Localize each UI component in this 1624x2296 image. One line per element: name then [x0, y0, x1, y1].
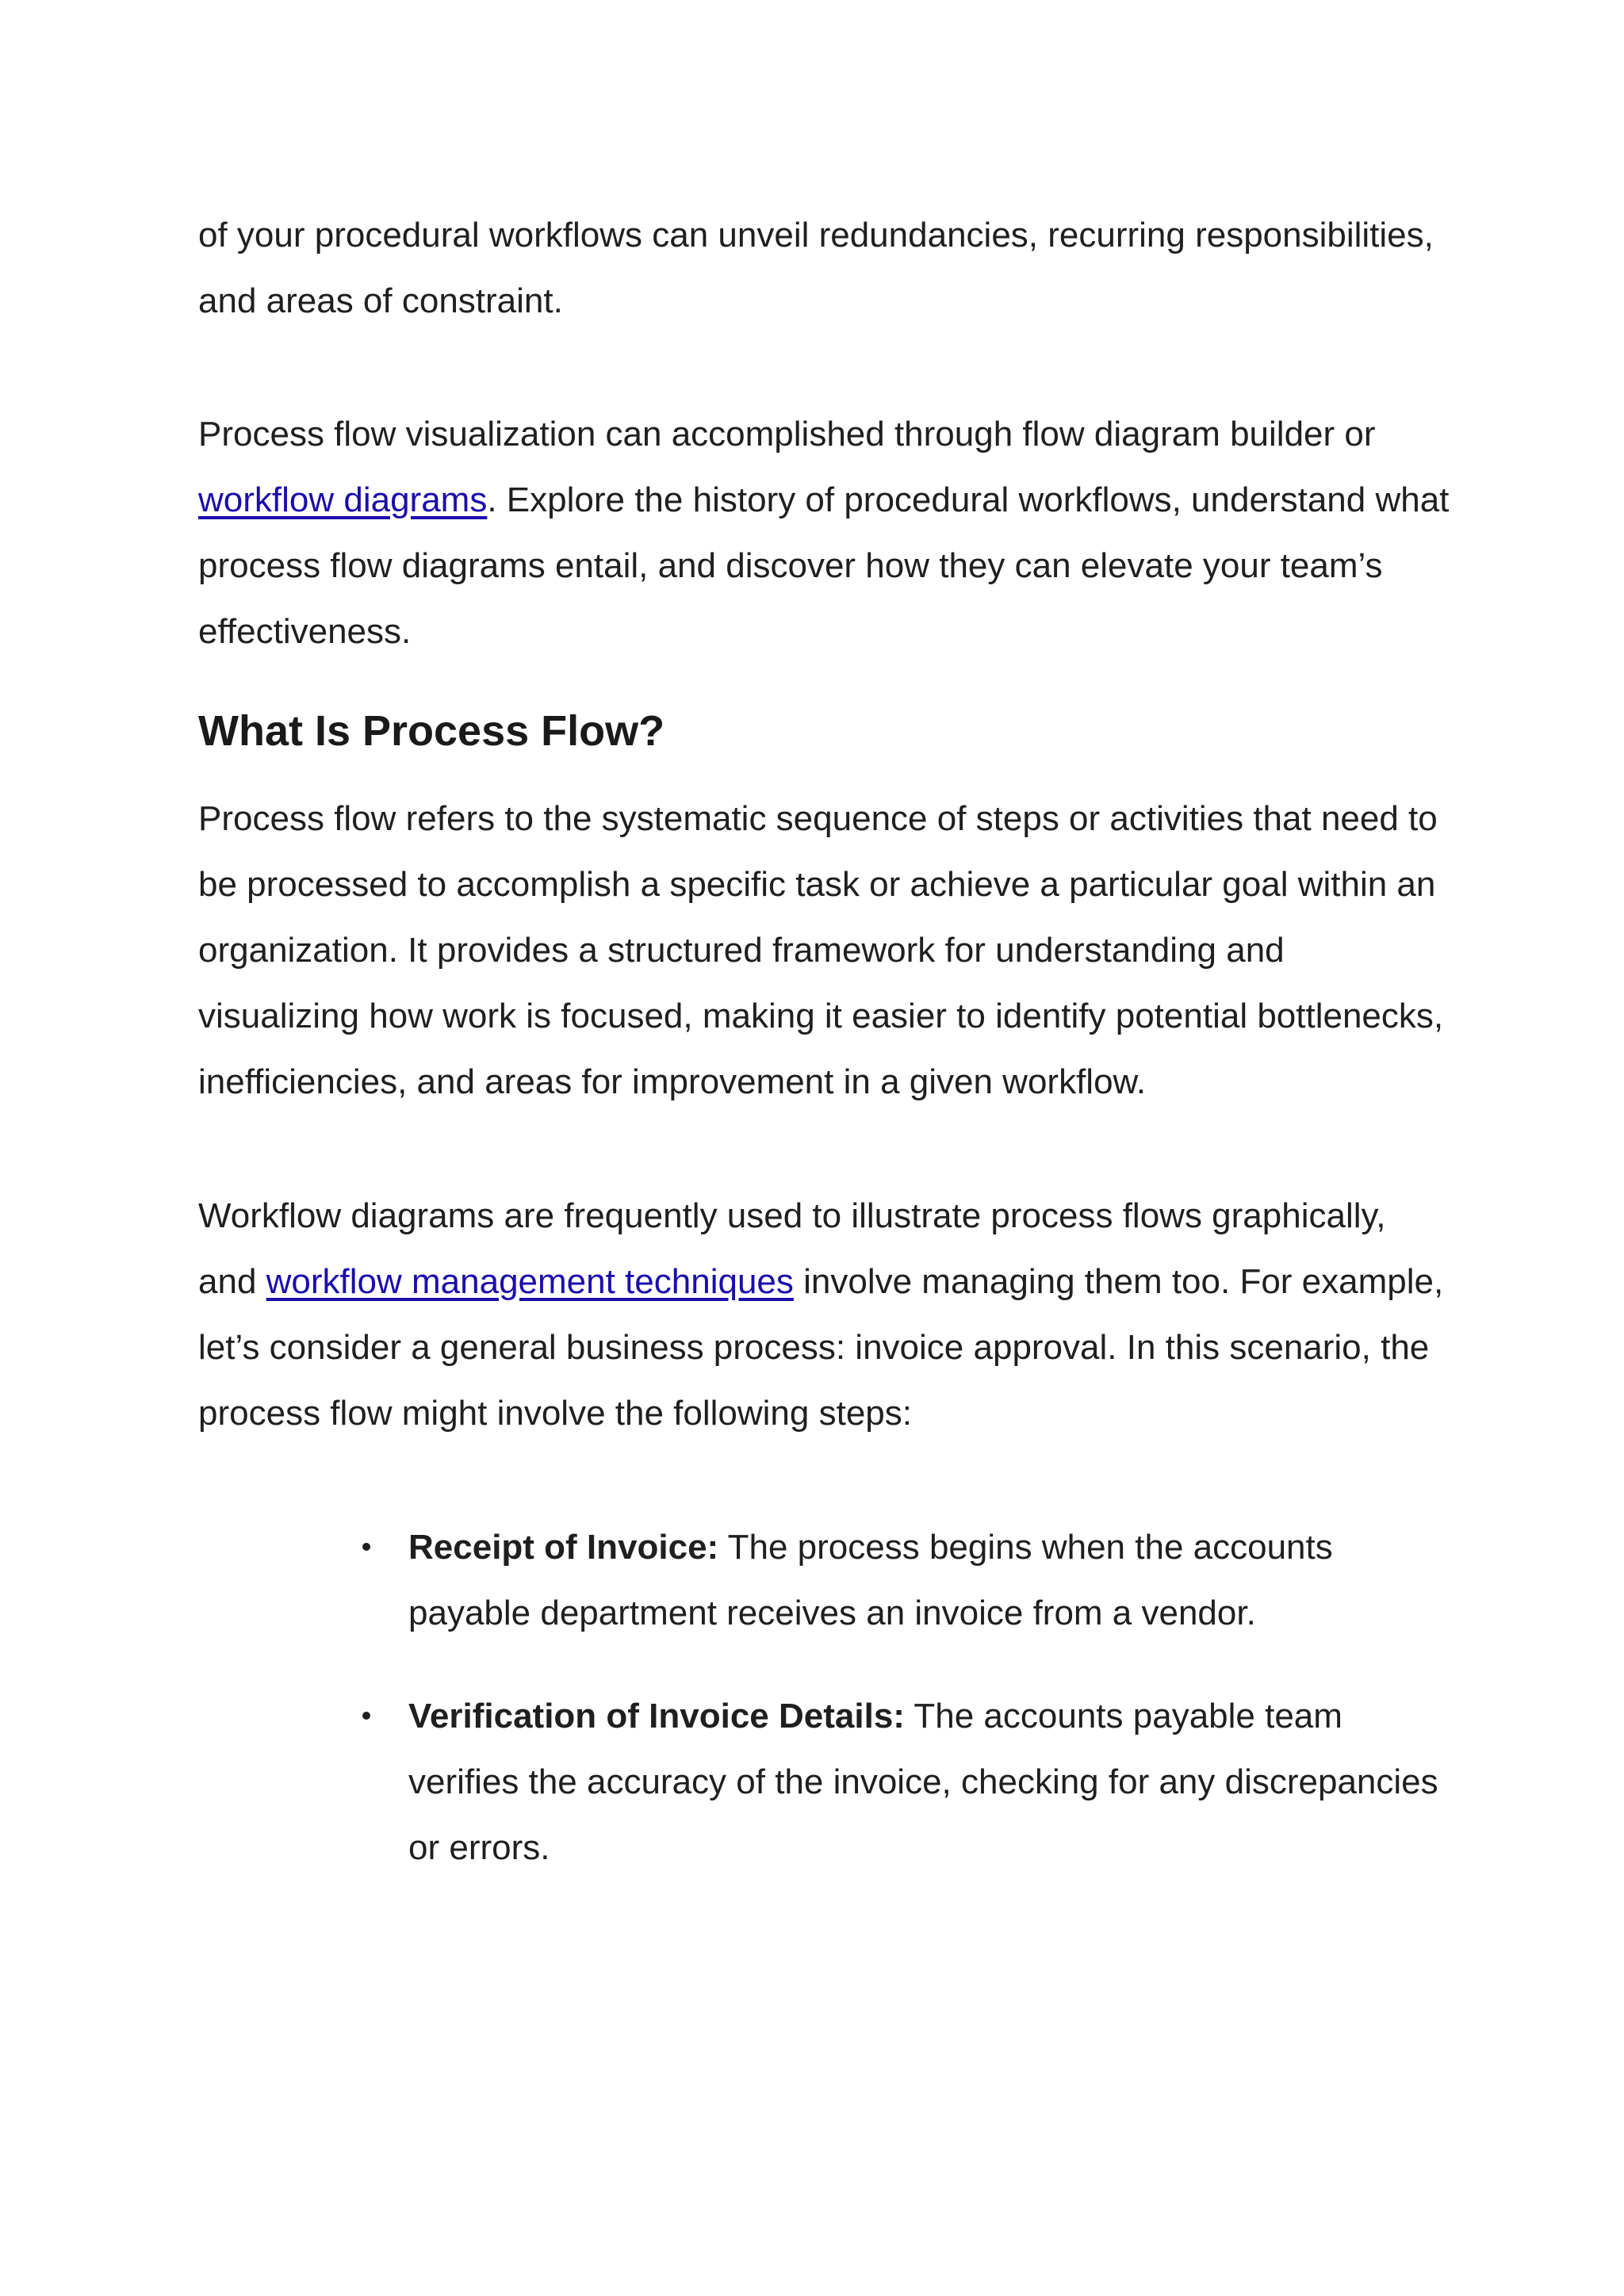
list-item [408, 1514, 1451, 1646]
intro-paragraph-1 [198, 202, 1451, 334]
workflow-diagrams-link[interactable]: workflow diagrams [198, 480, 488, 519]
step-term: Verification of Invoice Details: [408, 1697, 905, 1735]
section-paragraph-1-text: Process flow refers to the systematic sequence of steps or activities that need to be processed to accomplish a specific task or achieve a particular goal within an organization. It provides a structured framework for understanding and visualizing how work is focused, making it easier to identify potential bottlenecks, inefficiencies, and areas for improvement in a given workflow. [198, 799, 1444, 1101]
list-item [408, 1683, 1451, 1881]
section-paragraph-1 [198, 786, 1451, 1115]
intro-paragraph-2 [198, 401, 1451, 664]
step-description: The process begins when the accounts payable department receives an invoice from a vendor. [408, 1528, 1333, 1632]
step-description: The accounts payable team verifies the accuracy of the invoice, checking for any discrepancies or errors. [408, 1697, 1438, 1867]
heading-spacer-top [198, 664, 1451, 703]
intro-paragraph-2-text-start: Process flow visualization can accomplished through flow diagram builder or [198, 415, 1376, 453]
bullet-icon [362, 1543, 370, 1551]
document-page [198, 202, 1451, 1881]
bullet-icon [362, 1712, 370, 1720]
workflow-management-techniques-link[interactable]: workflow management techniques [266, 1262, 794, 1301]
paragraph-spacer [198, 334, 1451, 401]
intro-paragraph-1-text: of your procedural workflows can unveil redundancies, recurring responsibilities, and areas of constraint. [198, 216, 1434, 320]
section-paragraph-2-text-start: Workflow diagrams are frequently used to illustrate process flows graphically, and [198, 1196, 1386, 1301]
section-paragraph-2 [198, 1183, 1451, 1446]
list-spacer [198, 1446, 1451, 1514]
section-paragraph-2-text-end: involve managing them too. For example, let’s consider a general business process: invoice approval. In this scenario, the process flow might involve the following steps: [198, 1262, 1444, 1433]
process-steps-list [408, 1514, 1451, 1881]
intro-paragraph-2-text-end: . Explore the history of procedural workflows, understand what process flow diagrams entail, and discover how they can elevate your team’s effectiveness. [198, 480, 1450, 651]
paragraph-spacer [198, 1115, 1451, 1183]
heading-spacer-bottom [198, 759, 1451, 786]
section-heading: What Is Process Flow? [198, 707, 665, 755]
step-term: Receipt of Invoice: [408, 1528, 719, 1567]
